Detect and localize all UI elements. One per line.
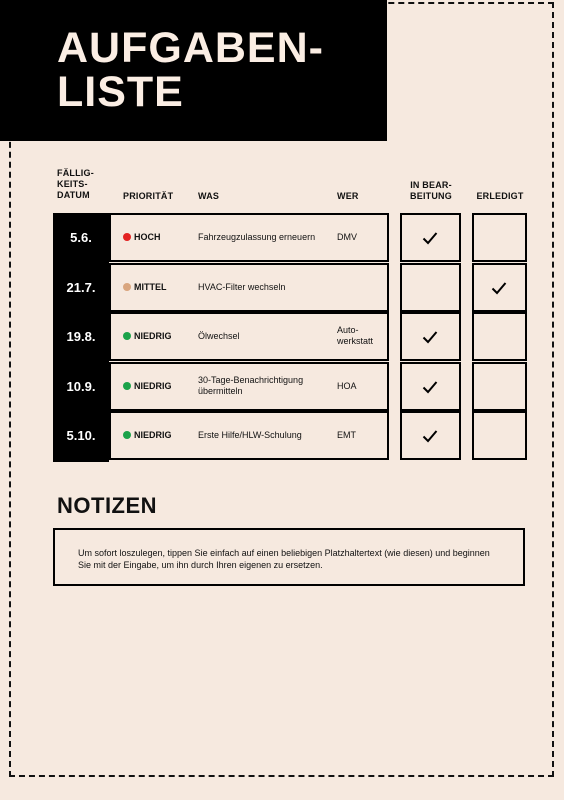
title-line-1: AUFGABEN- <box>57 24 324 72</box>
priority-dot-icon <box>123 283 131 291</box>
task-owner[interactable]: DMV <box>337 232 357 242</box>
due-date: 21.7. <box>66 279 96 295</box>
header-due-date: FÄLLIG- KEITS- DATUM <box>57 168 94 200</box>
priority-cell <box>123 232 161 242</box>
header-who: WER <box>337 191 359 201</box>
priority-cell <box>123 430 172 440</box>
task-owner[interactable]: HOA <box>337 380 357 391</box>
header-what: WAS <box>198 191 220 201</box>
due-date: 5.10. <box>66 428 96 444</box>
priority-label: NIEDRIG <box>134 430 172 441</box>
done-checkbox[interactable] <box>472 362 527 411</box>
check-icon <box>422 231 438 245</box>
in-progress-checkbox[interactable] <box>400 263 461 312</box>
header-in-progress: IN BEAR- BEITUNG <box>410 180 452 201</box>
task-description[interactable]: HVAC-Filter wechseln <box>198 281 286 292</box>
priority-label: MITTEL <box>134 281 167 292</box>
priority-label: HOCH <box>134 232 161 242</box>
due-date: 19.8. <box>66 329 96 345</box>
header-done: ERLEDIGT <box>476 191 524 201</box>
priority-label: NIEDRIG <box>134 331 172 342</box>
task-description[interactable]: Fahrzeugzulassung erneuern <box>198 232 316 242</box>
check-icon <box>422 330 438 344</box>
priority-dot-icon <box>123 233 131 241</box>
title-line-2: LISTE <box>57 68 184 116</box>
done-checkbox[interactable] <box>472 213 527 262</box>
priority-dot-icon <box>123 382 131 390</box>
priority-cell <box>123 331 172 341</box>
notes-heading: NOTIZEN <box>57 493 158 518</box>
priority-cell <box>123 381 172 391</box>
priority-dot-icon <box>123 332 131 340</box>
page-title <box>57 26 324 114</box>
due-date: 5.6. <box>70 230 92 245</box>
task-description[interactable]: Erste Hilfe/HLW-Schulung <box>198 430 302 441</box>
task-description[interactable]: Ölwechsel <box>198 331 240 342</box>
notes-text[interactable]: Um sofort loszulegen, tippen Sie einfach auf einen beliebigen Platzhaltertext (wie diesen) und beginnen Sie mit der Eingabe, um ihn durch Ihren eigenen zu ersetzen. <box>78 548 490 570</box>
priority-label: NIEDRIG <box>134 380 172 391</box>
header-priority: PRIORITÄT <box>123 191 174 201</box>
title-banner <box>0 0 387 141</box>
check-icon <box>422 429 438 443</box>
done-checkbox[interactable] <box>472 411 527 460</box>
done-checkbox[interactable] <box>472 312 527 361</box>
priority-dot-icon <box>123 431 131 439</box>
task-owner[interactable]: EMT <box>337 430 356 441</box>
priority-cell <box>123 282 167 292</box>
check-icon <box>422 380 438 394</box>
check-icon <box>491 281 507 295</box>
task-owner[interactable]: Auto- werkstatt <box>337 325 374 347</box>
task-description[interactable]: 30-Tage-Benachrichtigung übermitteln <box>198 374 304 396</box>
due-date: 10.9. <box>66 378 96 394</box>
